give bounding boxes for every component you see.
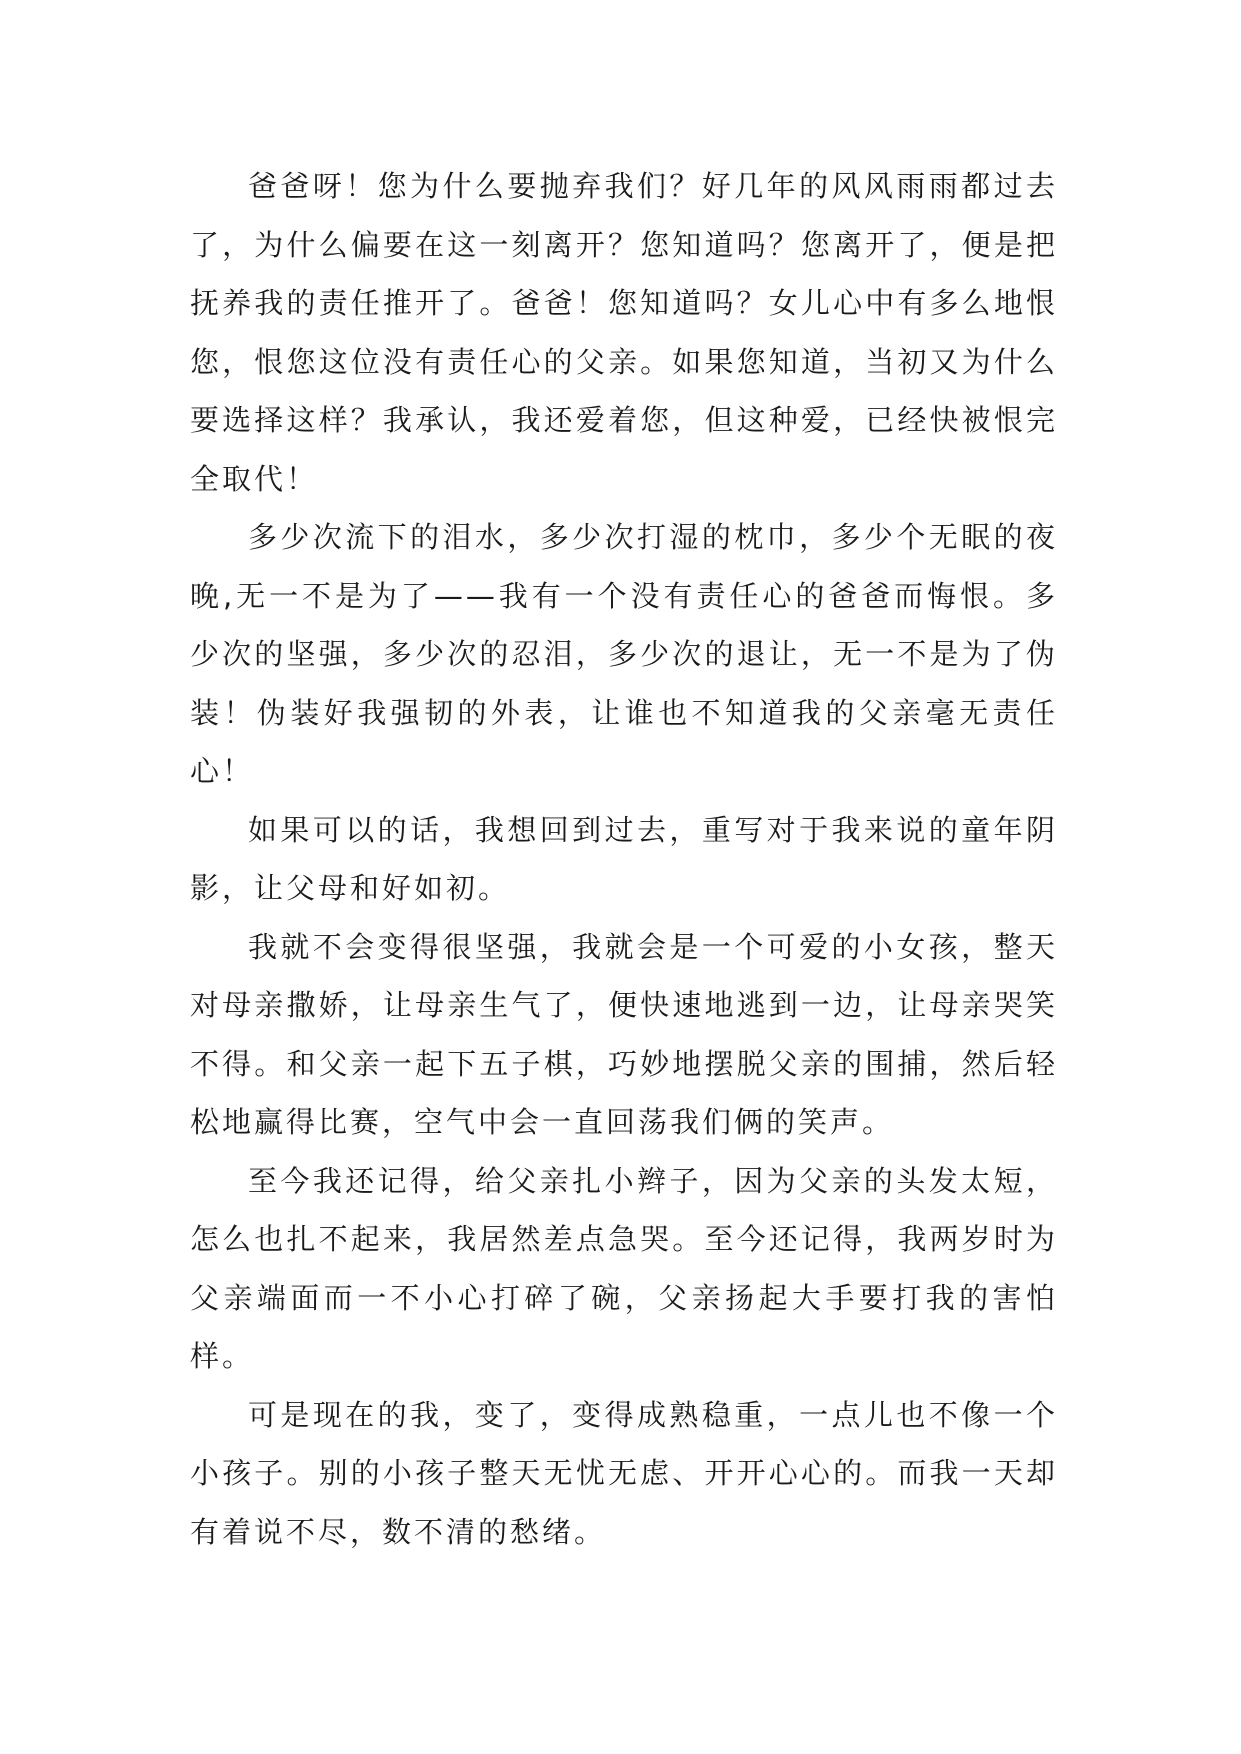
paragraph-5: 至今我还记得，给父亲扎小辫子，因为父亲的头发太短，怎么也扎不起来，我居然差点急哭。至今还记得，我两岁时为父亲端面而一不小心打碎了碗，父亲扬起大手要打我的害怕样。: [190, 1163, 1058, 1373]
paragraph-3: 如果可以的话，我想回到过去，重写对于我来说的童年阴影，让父母和好如初。: [190, 812, 1058, 905]
paragraph-1: 爸爸呀！您为什么要抛弃我们？好几年的风风雨雨都过去了，为什么偏要在这一刻离开？您知道吗？您离开了，便是把抚养我的责任推开了。爸爸！您知道吗？女儿心中有多么地恨您，恨您这位没有责任心的父亲。如果您知道，当初又为什么要选择这样？我承认，我还爱着您，但这种爱，已经快被恨完全取代！: [190, 169, 1058, 496]
paragraph-6: 可是现在的我，变了，变得成熟稳重，一点儿也不像一个小孩子。别的小孩子整天无忧无虑、开开心心的。而我一天却有着说不尽，数不清的愁绪。: [190, 1397, 1058, 1549]
paragraph-2: 多少次流下的泪水，多少次打湿的枕巾，多少个无眠的夜晚,无一不是为了——我有一个没有责任心的爸爸而悔恨。多少次的坚强，多少次的忍泪，多少次的退让，无一不是为了伪装！伪装好我强韧的外表，让谁也不知道我的父亲毫无责任心！: [190, 520, 1058, 788]
body-text: [190, 157, 1058, 1561]
paragraph-4: 我就不会变得很坚强，我就会是一个可爱的小女孩，整天对母亲撒娇，让母亲生气了，便快速地逃到一边，让母亲哭笑不得。和父亲一起下五子棋，巧妙地摆脱父亲的围捕，然后轻松地赢得比赛，空气中会一直回荡我们俩的笑声。: [190, 929, 1058, 1139]
